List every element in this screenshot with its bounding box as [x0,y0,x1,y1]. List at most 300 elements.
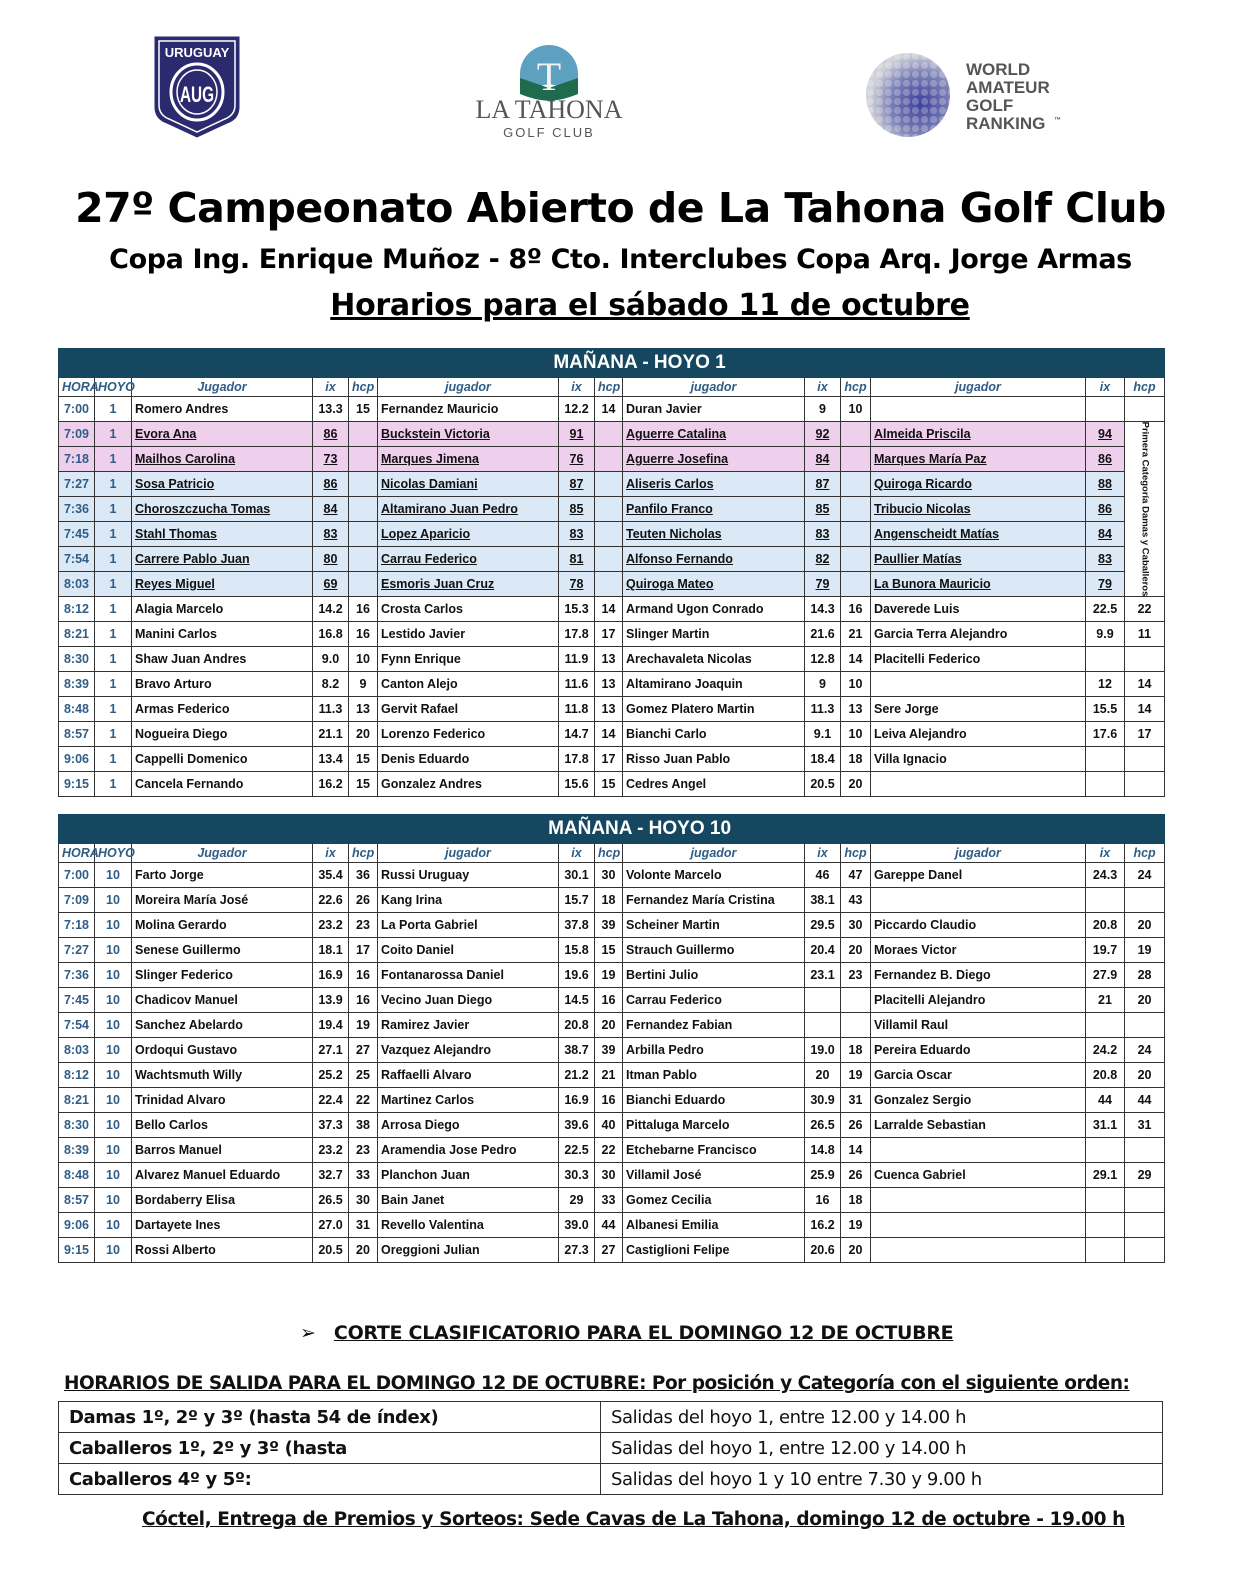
player-index: 85 [805,497,841,522]
col-ix: ix [559,844,595,863]
sunday-schedule-table [58,1401,1163,1495]
player-name: Wachtsmuth Willy [132,1063,313,1088]
player-hcp [1125,888,1165,913]
player-index: 12 [1086,672,1125,697]
hole-number: 1 [95,697,132,722]
table-row [59,472,1165,497]
player-name [871,772,1086,797]
player-name: Bello Carlos [132,1113,313,1138]
player-hcp: 17 [595,622,623,647]
player-index: 44 [1086,1088,1125,1113]
player-hcp: 14 [841,1138,871,1163]
player-hcp: 16 [841,597,871,622]
table-row [59,1238,1165,1263]
player-name: Choroszczucha Tomas [132,497,313,522]
player-name: Paullier Matías [871,547,1086,572]
hole-number: 10 [95,913,132,938]
player-name: Ramirez Javier [378,1013,559,1038]
player-hcp [1125,1138,1165,1163]
player-name: Nicolas Damiani [378,472,559,497]
player-name: Gomez Platero Martin [623,697,805,722]
player-index: 23.2 [313,913,349,938]
player-index: 9.9 [1086,622,1125,647]
hole-number: 10 [95,1163,132,1188]
sunday-row [59,1464,1163,1495]
player-name: Aguerre Catalina [623,422,805,447]
player-index: 22.4 [313,1088,349,1113]
player-hcp: 31 [1125,1113,1165,1138]
player-index: 83 [559,522,595,547]
player-hcp: 17 [1125,722,1165,747]
player-hcp [595,447,623,472]
player-hcp [841,1013,871,1038]
player-hcp: 36 [349,863,378,888]
player-name: Villamil Raul [871,1013,1086,1038]
hoyo-10-table [58,814,1165,1263]
wagr-line3: GOLF [966,96,1014,115]
player-hcp: 22 [349,1088,378,1113]
hole-number: 10 [95,1238,132,1263]
player-hcp: 24 [1125,1038,1165,1063]
player-index: 86 [1086,447,1125,472]
player-hcp: 22 [1125,597,1165,622]
player-index: 19.0 [805,1038,841,1063]
hole-number: 1 [95,772,132,797]
table-row [59,397,1165,422]
player-hcp: 43 [841,888,871,913]
player-index: 16.9 [313,963,349,988]
player-name: La Porta Gabriel [378,913,559,938]
table-row [59,988,1165,1013]
hole-number: 1 [95,722,132,747]
sunday-row [59,1433,1163,1464]
tee-time: 8:57 [59,1188,95,1213]
date-heading: Horarios para el sábado 11 de octubre [330,288,970,323]
player-index: 32.7 [313,1163,349,1188]
player-name: Garcia Oscar [871,1063,1086,1088]
player-name: Quiroga Mateo [623,572,805,597]
player-name: Almeida Priscila [871,422,1086,447]
hole-number: 10 [95,1188,132,1213]
player-hcp [349,522,378,547]
player-name: Angenscheidt Matías [871,522,1086,547]
player-name: Buckstein Victoria [378,422,559,447]
hole-number: 1 [95,622,132,647]
player-name: Villamil José [623,1163,805,1188]
hoyo-1-band: MAÑANA - HOYO 1 [59,349,1165,378]
player-hcp: 18 [595,888,623,913]
player-name: Planchon Juan [378,1163,559,1188]
hole-number: 1 [95,472,132,497]
player-hcp: 17 [595,747,623,772]
player-hcp: 16 [349,597,378,622]
player-name: Cuenca Gabriel [871,1163,1086,1188]
hole-number: 1 [95,747,132,772]
hoyo-1-table [58,348,1165,797]
player-name: Arechavaleta Nicolas [623,647,805,672]
player-hcp [1125,397,1165,422]
footer-note: Cóctel, Entrega de Premios y Sorteos: Sede Cavas de La Tahona, domingo 12 de octubre - 19.00 h [142,1509,1125,1530]
player-hcp: 19 [349,1013,378,1038]
player-name: Lorenzo Federico [378,722,559,747]
tee-time: 7:00 [59,397,95,422]
hole-number: 10 [95,1013,132,1038]
player-name: Canton Alejo [378,672,559,697]
col-hora: HORA [59,844,95,863]
player-hcp: 20 [349,722,378,747]
player-hcp: 30 [595,1163,623,1188]
tee-time: 8:39 [59,1138,95,1163]
player-index: 79 [1086,572,1125,597]
player-hcp [841,522,871,547]
player-index: 31.1 [1086,1113,1125,1138]
player-index: 81 [559,547,595,572]
player-hcp: 13 [595,672,623,697]
player-hcp: 31 [841,1088,871,1113]
player-hcp: 15 [349,772,378,797]
player-hcp: 30 [841,913,871,938]
player-index: 16.2 [313,772,349,797]
player-index: 88 [1086,472,1125,497]
hole-number: 10 [95,1038,132,1063]
player-name: Placitelli Alejandro [871,988,1086,1013]
tee-time: 7:27 [59,472,95,497]
player-hcp: 16 [349,988,378,1013]
player-index: 27.0 [313,1213,349,1238]
sunday-schedule-title: HORARIOS DE SALIDA PARA EL DOMINGO 12 DE OCTUBRE: Por posición y Categoría con el siguiente orden: [64,1373,1130,1394]
player-index: 19.4 [313,1013,349,1038]
hole-number: 10 [95,863,132,888]
player-name: Kang Irina [378,888,559,913]
category-side-label-text: Primera Categoría Damas y Caballeros [1139,421,1151,597]
player-index: 73 [313,447,349,472]
player-name: Fontanarossa Daniel [378,963,559,988]
player-name: Alfonso Fernando [623,547,805,572]
player-name: Bianchi Carlo [623,722,805,747]
player-index: 19.6 [559,963,595,988]
hole-number: 1 [95,672,132,697]
player-index: 26.5 [313,1188,349,1213]
player-hcp [595,422,623,447]
player-hcp: 14 [1125,697,1165,722]
table-row [59,1088,1165,1113]
hole-number: 10 [95,938,132,963]
player-hcp: 18 [841,1188,871,1213]
player-name: Gareppe Danel [871,863,1086,888]
aug-logo [153,35,241,139]
hole-number: 1 [95,447,132,472]
player-name: Altamirano Joaquin [623,672,805,697]
tee-time: 9:06 [59,747,95,772]
player-index: 86 [1086,497,1125,522]
player-index: 11.6 [559,672,595,697]
cut-text: CORTE CLASIFICATORIO PARA EL DOMINGO 12 DE OCTUBRE [333,1322,954,1344]
player-hcp: 16 [349,622,378,647]
col-jugador: Jugador [132,378,313,397]
table-row [59,572,1165,597]
hole-number: 1 [95,397,132,422]
player-index: 22.5 [559,1138,595,1163]
table-row [59,747,1165,772]
tee-time: 8:48 [59,1163,95,1188]
player-index: 38.7 [559,1038,595,1063]
player-name [871,1213,1086,1238]
player-name: Raffaelli Alvaro [378,1063,559,1088]
player-hcp: 22 [595,1138,623,1163]
player-name: Vazquez Alejandro [378,1038,559,1063]
player-hcp: 14 [841,647,871,672]
player-name: Fynn Enrique [378,647,559,672]
col-jugador: Jugador [132,844,313,863]
player-hcp: 26 [841,1113,871,1138]
hole-number: 10 [95,1113,132,1138]
player-hcp: 13 [595,697,623,722]
tee-time: 8:57 [59,722,95,747]
player-name: Pereira Eduardo [871,1038,1086,1063]
player-hcp: 16 [595,1088,623,1113]
table-row [59,1013,1165,1038]
player-name: Gonzalez Sergio [871,1088,1086,1113]
player-index: 24.3 [1086,863,1125,888]
player-name: Denis Eduardo [378,747,559,772]
player-name: Senese Guillermo [132,938,313,963]
player-name: Panfilo Franco [623,497,805,522]
player-index: 18.4 [805,747,841,772]
player-index: 22.5 [1086,597,1125,622]
player-hcp: 27 [595,1238,623,1263]
player-name: Marques María Paz [871,447,1086,472]
player-index: 20 [805,1063,841,1088]
player-name: Piccardo Claudio [871,913,1086,938]
player-name: Cancela Fernando [132,772,313,797]
col-ix: ix [1086,844,1125,863]
player-name: Placitelli Federico [871,647,1086,672]
sunday-schedule: Salidas del hoyo 1 y 10 entre 7.30 y 9.00 h [601,1464,1163,1495]
wagr-line1: WORLD [966,60,1031,79]
player-index: 9.0 [313,647,349,672]
table-row [59,938,1165,963]
player-hcp: 10 [841,672,871,697]
col-hoyo: HOYO [95,378,132,397]
col-ix: ix [1086,378,1125,397]
player-hcp [349,497,378,522]
player-name: Ordoqui Gustavo [132,1038,313,1063]
player-name: Molina Gerardo [132,913,313,938]
player-hcp: 23 [349,1138,378,1163]
player-hcp: 39 [595,1038,623,1063]
player-name: Sosa Patricio [132,472,313,497]
tee-time: 8:21 [59,622,95,647]
player-name: Farto Jorge [132,863,313,888]
player-hcp [349,472,378,497]
player-name: Romero Andres [132,397,313,422]
tee-time: 9:06 [59,1213,95,1238]
table-row [59,447,1165,472]
player-name: Carrau Federico [623,988,805,1013]
tee-time: 7:18 [59,447,95,472]
player-hcp: 20 [841,938,871,963]
player-index: 11.3 [313,697,349,722]
cut-notice [300,1322,953,1344]
table-row [59,1113,1165,1138]
player-index: 14.3 [805,597,841,622]
player-name: Manini Carlos [132,622,313,647]
sunday-category: Caballeros 4º y 5º: [59,1464,601,1495]
player-hcp: 18 [841,1038,871,1063]
tee-time: 8:03 [59,1038,95,1063]
player-name [871,397,1086,422]
player-hcp: 19 [841,1213,871,1238]
player-hcp: 15 [595,772,623,797]
player-index: 20.5 [313,1238,349,1263]
player-hcp: 38 [349,1113,378,1138]
player-name: Arbilla Pedro [623,1038,805,1063]
tee-time: 7:18 [59,913,95,938]
player-name: Trinidad Alvaro [132,1088,313,1113]
player-hcp [1125,647,1165,672]
player-hcp: 20 [1125,1063,1165,1088]
tahona-mark: T [536,54,562,99]
wagr-tm: ™ [1054,117,1061,124]
player-hcp: 44 [595,1213,623,1238]
player-index: 86 [313,422,349,447]
player-name: Mailhos Carolina [132,447,313,472]
col-hcp: hcp [1125,378,1165,397]
player-hcp: 44 [1125,1088,1165,1113]
table-row [59,863,1165,888]
player-index: 15.8 [559,938,595,963]
player-index: 76 [559,447,595,472]
hole-number: 1 [95,497,132,522]
table-row [59,597,1165,622]
player-hcp: 10 [349,647,378,672]
player-index [805,1013,841,1038]
player-name: Arrosa Diego [378,1113,559,1138]
player-name: Esmoris Juan Cruz [378,572,559,597]
player-name: Bravo Arturo [132,672,313,697]
table-row [59,672,1165,697]
table-row [59,422,1165,447]
player-index: 69 [313,572,349,597]
player-name: Altamirano Juan Pedro [378,497,559,522]
player-hcp: 31 [349,1213,378,1238]
player-index: 27.1 [313,1038,349,1063]
player-name: Gonzalez Andres [378,772,559,797]
player-index: 80 [313,547,349,572]
player-hcp [595,522,623,547]
player-name: Chadicov Manuel [132,988,313,1013]
player-name: Carrau Federico [378,547,559,572]
player-hcp [841,547,871,572]
player-index: 15.7 [559,888,595,913]
col-ix: ix [805,844,841,863]
player-name: Aramendia Jose Pedro [378,1138,559,1163]
player-hcp [841,472,871,497]
col-hcp: hcp [349,378,378,397]
col-ix: ix [313,378,349,397]
table-row [59,888,1165,913]
player-name: Bertini Julio [623,963,805,988]
sunday-schedule: Salidas del hoyo 1, entre 12.00 y 14.00 h [601,1402,1163,1433]
player-index: 39.6 [559,1113,595,1138]
tee-time: 7:09 [59,888,95,913]
player-name: Fernandez María Cristina [623,888,805,913]
col-ix: ix [559,378,595,397]
player-name: Coito Daniel [378,938,559,963]
player-name: Moreira María José [132,888,313,913]
tee-time: 7:36 [59,963,95,988]
player-hcp [595,547,623,572]
table-row [59,1038,1165,1063]
player-index: 11.3 [805,697,841,722]
player-index: 35.4 [313,863,349,888]
player-name: La Bunora Mauricio [871,572,1086,597]
player-index [805,988,841,1013]
player-hcp: 20 [1125,988,1165,1013]
player-hcp [841,447,871,472]
player-index: 17.8 [559,622,595,647]
wagr-logo [866,52,1076,140]
player-name: Daverede Luis [871,597,1086,622]
column-header-row [59,378,1165,397]
player-name: Barros Manuel [132,1138,313,1163]
player-name: Lestido Javier [378,622,559,647]
tahona-name: LA TAHONA [475,95,623,124]
tee-time: 7:54 [59,547,95,572]
player-hcp: 47 [841,863,871,888]
player-name [871,888,1086,913]
player-hcp: 20 [1125,913,1165,938]
player-index: 20.4 [805,938,841,963]
col-ix: ix [313,844,349,863]
player-name: Gervit Rafael [378,697,559,722]
player-index: 15.3 [559,597,595,622]
wagr-line2: AMATEUR [966,78,1050,97]
player-hcp: 19 [841,1063,871,1088]
player-hcp: 30 [595,863,623,888]
player-hcp [595,497,623,522]
hole-number: 1 [95,572,132,597]
wagr-line4: RANKING [966,114,1046,133]
player-name: Volonte Marcelo [623,863,805,888]
player-hcp: 30 [349,1188,378,1213]
player-index: 91 [559,422,595,447]
table-row [59,772,1165,797]
player-index: 21.6 [805,622,841,647]
player-hcp: 25 [349,1063,378,1088]
tee-time: 7:45 [59,988,95,1013]
player-index [1086,888,1125,913]
col-hora: HORA [59,378,95,397]
player-hcp: 23 [841,963,871,988]
page-title: 27º Campeonato Abierto de La Tahona Golf Club [75,184,1166,232]
player-index: 84 [805,447,841,472]
player-hcp: 26 [841,1163,871,1188]
player-hcp [841,422,871,447]
player-name: Evora Ana [132,422,313,447]
player-index: 12.8 [805,647,841,672]
arrow-icon: ➢ [300,1322,316,1344]
player-hcp: 24 [1125,863,1165,888]
player-hcp: 16 [349,963,378,988]
player-hcp: 14 [595,597,623,622]
player-name: Reyes Miguel [132,572,313,597]
player-index: 11.9 [559,647,595,672]
player-name: Bordaberry Elisa [132,1188,313,1213]
player-name: Risso Juan Pablo [623,747,805,772]
player-name: Castiglioni Felipe [623,1238,805,1263]
player-hcp: 28 [1125,963,1165,988]
